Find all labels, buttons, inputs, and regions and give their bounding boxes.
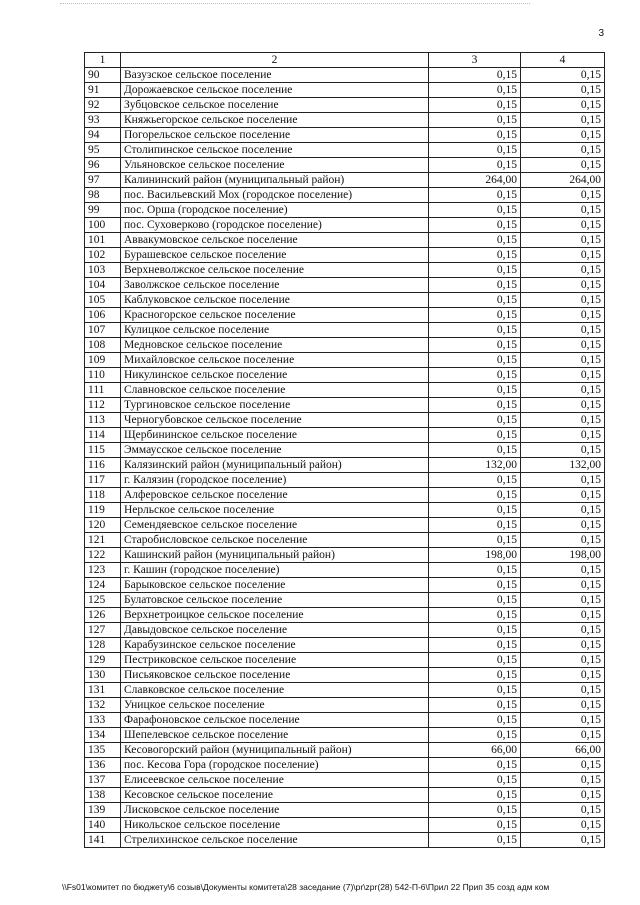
municipality-name: Бурашевское сельское поселение bbox=[121, 248, 429, 263]
table-row bbox=[85, 653, 605, 668]
municipality-name: Елисеевское сельское поселение bbox=[121, 773, 429, 788]
row-number: 92 bbox=[85, 98, 121, 113]
municipality-name: г. Кашин (городское поселение) bbox=[121, 563, 429, 578]
row-number: 100 bbox=[85, 218, 121, 233]
table-header-row bbox=[85, 53, 605, 68]
table-row bbox=[85, 473, 605, 488]
value-col-4: 0,15 bbox=[521, 413, 605, 428]
value-col-3: 0,15 bbox=[429, 233, 521, 248]
value-col-3: 0,15 bbox=[429, 218, 521, 233]
value-col-4: 0,15 bbox=[521, 623, 605, 638]
municipality-name: г. Калязин (городское поселение) bbox=[121, 473, 429, 488]
municipality-name: Шепелевское сельское поселение bbox=[121, 728, 429, 743]
value-col-3: 0,15 bbox=[429, 833, 521, 848]
municipality-name: Черногубовское сельское поселение bbox=[121, 413, 429, 428]
municipality-name: Давыдовское сельское поселение bbox=[121, 623, 429, 638]
table-row bbox=[85, 518, 605, 533]
row-number: 98 bbox=[85, 188, 121, 203]
value-col-4: 0,15 bbox=[521, 803, 605, 818]
page-number: 3 bbox=[598, 28, 604, 39]
value-col-4: 264,00 bbox=[521, 173, 605, 188]
row-number: 138 bbox=[85, 788, 121, 803]
row-number: 120 bbox=[85, 518, 121, 533]
table-row bbox=[85, 488, 605, 503]
column-header-2: 2 bbox=[121, 53, 429, 68]
row-number: 117 bbox=[85, 473, 121, 488]
value-col-3: 0,15 bbox=[429, 203, 521, 218]
value-col-4: 0,15 bbox=[521, 578, 605, 593]
municipality-name: Никулинское сельское поселение bbox=[121, 368, 429, 383]
value-col-4: 132,00 bbox=[521, 458, 605, 473]
value-col-4: 198,00 bbox=[521, 548, 605, 563]
table-row bbox=[85, 548, 605, 563]
row-number: 137 bbox=[85, 773, 121, 788]
table-row bbox=[85, 68, 605, 83]
municipality-name: Ульяновское сельское поселение bbox=[121, 158, 429, 173]
row-number: 109 bbox=[85, 353, 121, 368]
column-header-4: 4 bbox=[521, 53, 605, 68]
municipality-name: Заволжское сельское поселение bbox=[121, 278, 429, 293]
row-number: 110 bbox=[85, 368, 121, 383]
value-col-4: 0,15 bbox=[521, 533, 605, 548]
value-col-4: 0,15 bbox=[521, 518, 605, 533]
value-col-3: 0,15 bbox=[429, 113, 521, 128]
value-col-3: 0,15 bbox=[429, 98, 521, 113]
table-row bbox=[85, 293, 605, 308]
value-col-3: 0,15 bbox=[429, 263, 521, 278]
table-row bbox=[85, 83, 605, 98]
row-number: 123 bbox=[85, 563, 121, 578]
value-col-3: 0,15 bbox=[429, 143, 521, 158]
value-col-3: 0,15 bbox=[429, 398, 521, 413]
value-col-3: 0,15 bbox=[429, 293, 521, 308]
row-number: 127 bbox=[85, 623, 121, 638]
value-col-4: 0,15 bbox=[521, 593, 605, 608]
row-number: 136 bbox=[85, 758, 121, 773]
municipality-name: Столипинское сельское поселение bbox=[121, 143, 429, 158]
row-number: 134 bbox=[85, 728, 121, 743]
value-col-4: 0,15 bbox=[521, 383, 605, 398]
row-number: 131 bbox=[85, 683, 121, 698]
value-col-3: 0,15 bbox=[429, 608, 521, 623]
row-number: 106 bbox=[85, 308, 121, 323]
value-col-4: 0,15 bbox=[521, 608, 605, 623]
table-row bbox=[85, 413, 605, 428]
footer-file-path: \\Fs01\комитет по бюджету\6 созыв\Документы комитета\28 заседание (7)\pr\zpr(28) 542-П-6\Прил 22 Прип 35 созд адм ком bbox=[62, 882, 550, 892]
row-number: 118 bbox=[85, 488, 121, 503]
value-col-4: 0,15 bbox=[521, 713, 605, 728]
municipality-name: Кашинский район (муниципальный район) bbox=[121, 548, 429, 563]
row-number: 119 bbox=[85, 503, 121, 518]
table-row bbox=[85, 203, 605, 218]
value-col-3: 0,15 bbox=[429, 578, 521, 593]
municipality-name: Верхневолжское сельское поселение bbox=[121, 263, 429, 278]
value-col-4: 0,15 bbox=[521, 68, 605, 83]
value-col-4: 0,15 bbox=[521, 338, 605, 353]
table-row bbox=[85, 503, 605, 518]
value-col-4: 0,15 bbox=[521, 98, 605, 113]
row-number: 128 bbox=[85, 638, 121, 653]
value-col-4: 0,15 bbox=[521, 143, 605, 158]
row-number: 108 bbox=[85, 338, 121, 353]
value-col-3: 132,00 bbox=[429, 458, 521, 473]
value-col-3: 0,15 bbox=[429, 803, 521, 818]
value-col-4: 0,15 bbox=[521, 353, 605, 368]
row-number: 97 bbox=[85, 173, 121, 188]
value-col-4: 0,15 bbox=[521, 818, 605, 833]
value-col-3: 0,15 bbox=[429, 593, 521, 608]
table-row bbox=[85, 143, 605, 158]
municipality-name: Булатовское сельское поселение bbox=[121, 593, 429, 608]
row-number: 113 bbox=[85, 413, 121, 428]
municipality-name: Семендяевское сельское поселение bbox=[121, 518, 429, 533]
value-col-3: 0,15 bbox=[429, 68, 521, 83]
table-row bbox=[85, 668, 605, 683]
table-row bbox=[85, 788, 605, 803]
value-col-3: 0,15 bbox=[429, 413, 521, 428]
municipality-name: Старобисловское сельское поселение bbox=[121, 533, 429, 548]
row-number: 130 bbox=[85, 668, 121, 683]
table-row bbox=[85, 248, 605, 263]
municipality-name: Кесовогорский район (муниципальный район) bbox=[121, 743, 429, 758]
value-col-3: 0,15 bbox=[429, 473, 521, 488]
municipality-name: Княжьегорское сельское поселение bbox=[121, 113, 429, 128]
value-col-4: 0,15 bbox=[521, 158, 605, 173]
table-row bbox=[85, 233, 605, 248]
value-col-4: 0,15 bbox=[521, 638, 605, 653]
row-number: 104 bbox=[85, 278, 121, 293]
value-col-3: 0,15 bbox=[429, 728, 521, 743]
row-number: 111 bbox=[85, 383, 121, 398]
municipality-name: Нерльское сельское поселение bbox=[121, 503, 429, 518]
value-col-4: 0,15 bbox=[521, 833, 605, 848]
table-row bbox=[85, 713, 605, 728]
municipality-name: Уницкое сельское поселение bbox=[121, 698, 429, 713]
table-row bbox=[85, 458, 605, 473]
table-row bbox=[85, 383, 605, 398]
table-row bbox=[85, 443, 605, 458]
value-col-4: 0,15 bbox=[521, 323, 605, 338]
municipality-name: Тургиновское сельское поселение bbox=[121, 398, 429, 413]
table-row bbox=[85, 818, 605, 833]
municipality-name: пос. Васильевский Мох (городское поселение) bbox=[121, 188, 429, 203]
municipality-name: Медновское сельское поселение bbox=[121, 338, 429, 353]
table-row bbox=[85, 278, 605, 293]
value-col-3: 0,15 bbox=[429, 83, 521, 98]
value-col-3: 0,15 bbox=[429, 758, 521, 773]
row-number: 90 bbox=[85, 68, 121, 83]
value-col-4: 0,15 bbox=[521, 263, 605, 278]
municipality-name: Вазузское сельское поселение bbox=[121, 68, 429, 83]
municipality-name: Аввакумовское сельское поселение bbox=[121, 233, 429, 248]
value-col-3: 0,15 bbox=[429, 323, 521, 338]
row-number: 129 bbox=[85, 653, 121, 668]
table-row bbox=[85, 683, 605, 698]
value-col-3: 0,15 bbox=[429, 428, 521, 443]
row-number: 139 bbox=[85, 803, 121, 818]
value-col-4: 0,15 bbox=[521, 563, 605, 578]
municipality-name: Кулицкое сельское поселение bbox=[121, 323, 429, 338]
table-row bbox=[85, 728, 605, 743]
table-row bbox=[85, 398, 605, 413]
table-row bbox=[85, 263, 605, 278]
municipality-name: Славковское сельское поселение bbox=[121, 683, 429, 698]
value-col-3: 0,15 bbox=[429, 623, 521, 638]
row-number: 126 bbox=[85, 608, 121, 623]
value-col-3: 0,15 bbox=[429, 638, 521, 653]
row-number: 101 bbox=[85, 233, 121, 248]
row-number: 103 bbox=[85, 263, 121, 278]
table-row bbox=[85, 128, 605, 143]
value-col-3: 0,15 bbox=[429, 653, 521, 668]
table-row bbox=[85, 698, 605, 713]
municipality-name: Калязинский район (муниципальный район) bbox=[121, 458, 429, 473]
value-col-4: 0,15 bbox=[521, 503, 605, 518]
data-table bbox=[84, 52, 605, 848]
value-col-4: 0,15 bbox=[521, 698, 605, 713]
row-number: 125 bbox=[85, 593, 121, 608]
row-number: 121 bbox=[85, 533, 121, 548]
municipality-name: Зубцовское сельское поселение bbox=[121, 98, 429, 113]
table-row bbox=[85, 368, 605, 383]
value-col-4: 0,15 bbox=[521, 218, 605, 233]
row-number: 114 bbox=[85, 428, 121, 443]
value-col-4: 0,15 bbox=[521, 668, 605, 683]
value-col-3: 0,15 bbox=[429, 518, 521, 533]
value-col-3: 0,15 bbox=[429, 713, 521, 728]
value-col-4: 0,15 bbox=[521, 308, 605, 323]
row-number: 96 bbox=[85, 158, 121, 173]
value-col-3: 0,15 bbox=[429, 338, 521, 353]
table-row bbox=[85, 173, 605, 188]
table-row bbox=[85, 353, 605, 368]
value-col-4: 0,15 bbox=[521, 203, 605, 218]
value-col-4: 0,15 bbox=[521, 398, 605, 413]
value-col-3: 198,00 bbox=[429, 548, 521, 563]
value-col-3: 0,15 bbox=[429, 503, 521, 518]
scan-top-edge bbox=[60, 3, 530, 4]
table-row bbox=[85, 833, 605, 848]
row-number: 115 bbox=[85, 443, 121, 458]
value-col-4: 0,15 bbox=[521, 758, 605, 773]
municipality-name: Каблуковское сельское поселение bbox=[121, 293, 429, 308]
value-col-4: 66,00 bbox=[521, 743, 605, 758]
municipality-name: Эммаусское сельское поселение bbox=[121, 443, 429, 458]
row-number: 132 bbox=[85, 698, 121, 713]
value-col-4: 0,15 bbox=[521, 428, 605, 443]
municipality-name: Фарафоновское сельское поселение bbox=[121, 713, 429, 728]
value-col-3: 0,15 bbox=[429, 368, 521, 383]
table-row bbox=[85, 563, 605, 578]
row-number: 99 bbox=[85, 203, 121, 218]
row-number: 140 bbox=[85, 818, 121, 833]
value-col-3: 0,15 bbox=[429, 383, 521, 398]
value-col-4: 0,15 bbox=[521, 473, 605, 488]
table-row bbox=[85, 98, 605, 113]
table-row bbox=[85, 608, 605, 623]
row-number: 141 bbox=[85, 833, 121, 848]
table-row bbox=[85, 623, 605, 638]
value-col-4: 0,15 bbox=[521, 443, 605, 458]
municipality-name: Калининский район (муниципальный район) bbox=[121, 173, 429, 188]
row-number: 133 bbox=[85, 713, 121, 728]
table-row bbox=[85, 323, 605, 338]
municipality-name: Славновское сельское поселение bbox=[121, 383, 429, 398]
value-col-4: 0,15 bbox=[521, 83, 605, 98]
municipality-name: Барыковское сельское поселение bbox=[121, 578, 429, 593]
municipality-name: Никольское сельское поселение bbox=[121, 818, 429, 833]
row-number: 94 bbox=[85, 128, 121, 143]
municipality-name: Погорельское сельское поселение bbox=[121, 128, 429, 143]
value-col-3: 0,15 bbox=[429, 788, 521, 803]
municipality-name: Михайловское сельское поселение bbox=[121, 353, 429, 368]
table-row bbox=[85, 533, 605, 548]
table-row bbox=[85, 803, 605, 818]
table-row bbox=[85, 428, 605, 443]
row-number: 116 bbox=[85, 458, 121, 473]
table-row bbox=[85, 113, 605, 128]
table-row bbox=[85, 758, 605, 773]
municipality-name: Кесовское сельское поселение bbox=[121, 788, 429, 803]
value-col-3: 0,15 bbox=[429, 818, 521, 833]
value-col-3: 0,15 bbox=[429, 488, 521, 503]
municipality-name: Карабузинское сельское поселение bbox=[121, 638, 429, 653]
value-col-3: 0,15 bbox=[429, 563, 521, 578]
value-col-4: 0,15 bbox=[521, 788, 605, 803]
value-col-4: 0,15 bbox=[521, 488, 605, 503]
municipality-name: пос. Суховерково (городское поселение) bbox=[121, 218, 429, 233]
value-col-3: 0,15 bbox=[429, 773, 521, 788]
table-row bbox=[85, 188, 605, 203]
row-number: 135 bbox=[85, 743, 121, 758]
row-number: 95 bbox=[85, 143, 121, 158]
table-row bbox=[85, 593, 605, 608]
value-col-4: 0,15 bbox=[521, 233, 605, 248]
municipality-name: пос. Орша (городское поселение) bbox=[121, 203, 429, 218]
value-col-3: 0,15 bbox=[429, 278, 521, 293]
row-number: 107 bbox=[85, 323, 121, 338]
value-col-3: 0,15 bbox=[429, 443, 521, 458]
value-col-4: 0,15 bbox=[521, 728, 605, 743]
value-col-3: 0,15 bbox=[429, 683, 521, 698]
row-number: 122 bbox=[85, 548, 121, 563]
table-row bbox=[85, 158, 605, 173]
value-col-4: 0,15 bbox=[521, 113, 605, 128]
table-row bbox=[85, 218, 605, 233]
value-col-3: 0,15 bbox=[429, 533, 521, 548]
row-number: 112 bbox=[85, 398, 121, 413]
municipality-name: Верхнетроицкое сельское поселение bbox=[121, 608, 429, 623]
municipality-name: Щербининское сельское поселение bbox=[121, 428, 429, 443]
value-col-4: 0,15 bbox=[521, 368, 605, 383]
value-col-3: 0,15 bbox=[429, 128, 521, 143]
municipality-name: Стрелихинское сельское поселение bbox=[121, 833, 429, 848]
value-col-4: 0,15 bbox=[521, 188, 605, 203]
table-row bbox=[85, 578, 605, 593]
row-number: 105 bbox=[85, 293, 121, 308]
value-col-4: 0,15 bbox=[521, 653, 605, 668]
municipality-name: Лисковское сельское поселение bbox=[121, 803, 429, 818]
value-col-4: 0,15 bbox=[521, 773, 605, 788]
value-col-3: 0,15 bbox=[429, 308, 521, 323]
value-col-4: 0,15 bbox=[521, 293, 605, 308]
table-row bbox=[85, 638, 605, 653]
municipality-name: Красногорское сельское поселение bbox=[121, 308, 429, 323]
column-header-1: 1 bbox=[85, 53, 121, 68]
table-row bbox=[85, 743, 605, 758]
column-header-3: 3 bbox=[429, 53, 521, 68]
row-number: 124 bbox=[85, 578, 121, 593]
municipality-name: Дорожаевское сельское поселение bbox=[121, 83, 429, 98]
row-number: 102 bbox=[85, 248, 121, 263]
value-col-4: 0,15 bbox=[521, 278, 605, 293]
value-col-4: 0,15 bbox=[521, 248, 605, 263]
value-col-3: 0,15 bbox=[429, 698, 521, 713]
value-col-3: 264,00 bbox=[429, 173, 521, 188]
row-number: 93 bbox=[85, 113, 121, 128]
municipality-name: Пестриковское сельское поселение bbox=[121, 653, 429, 668]
municipality-name: Алферовское сельское поселение bbox=[121, 488, 429, 503]
value-col-3: 0,15 bbox=[429, 248, 521, 263]
value-col-3: 0,15 bbox=[429, 158, 521, 173]
municipality-name: Письяковское сельское поселение bbox=[121, 668, 429, 683]
value-col-4: 0,15 bbox=[521, 683, 605, 698]
value-col-3: 0,15 bbox=[429, 353, 521, 368]
table-row bbox=[85, 338, 605, 353]
municipality-name: пос. Кесова Гора (городское поселение) bbox=[121, 758, 429, 773]
table-row bbox=[85, 773, 605, 788]
table-row bbox=[85, 308, 605, 323]
value-col-3: 0,15 bbox=[429, 188, 521, 203]
value-col-3: 66,00 bbox=[429, 743, 521, 758]
value-col-3: 0,15 bbox=[429, 668, 521, 683]
value-col-4: 0,15 bbox=[521, 128, 605, 143]
row-number: 91 bbox=[85, 83, 121, 98]
